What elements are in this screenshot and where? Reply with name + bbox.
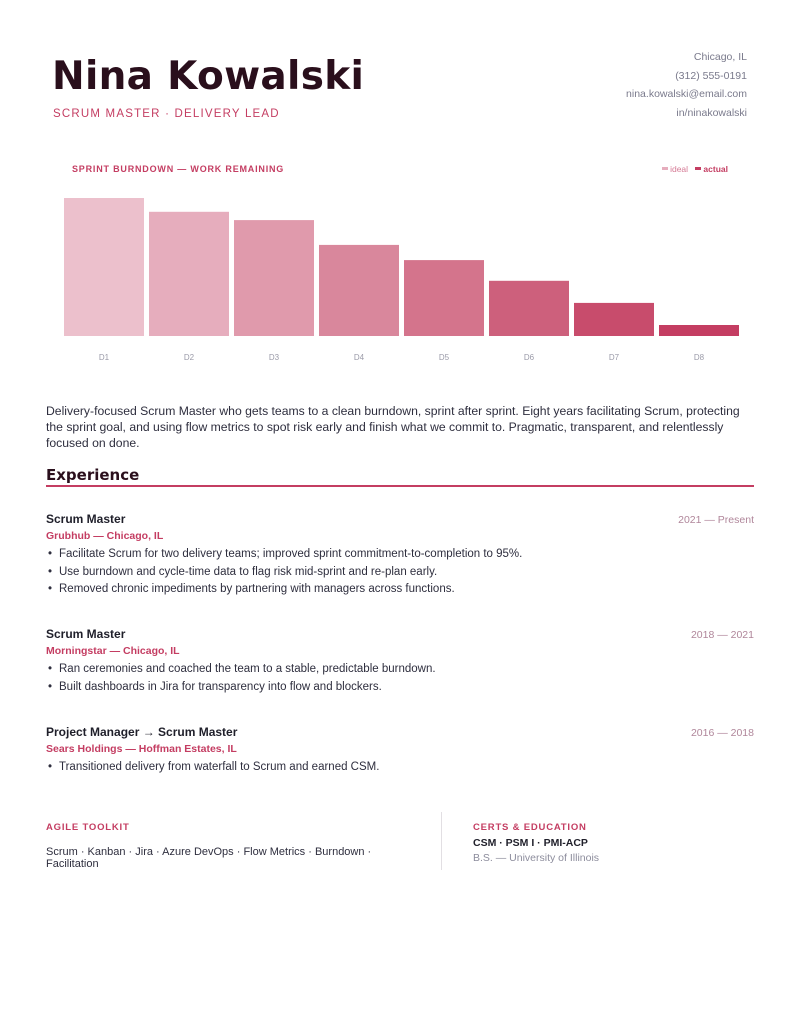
toolkit-section bbox=[46, 822, 426, 870]
contact-linkedin[interactable]: in/ninakowalski bbox=[676, 106, 747, 119]
bottom-divider bbox=[441, 812, 442, 870]
job-org: Grubhub — Chicago, IL bbox=[46, 530, 164, 542]
chart-legend bbox=[657, 162, 728, 174]
job-bullet: • Built dashboards in Jira for transparency into flow and blockers. bbox=[46, 679, 754, 697]
certs-section bbox=[473, 822, 753, 864]
candidate-name: Nina Kowalski bbox=[52, 54, 365, 99]
job-bullet: • Ran ceremonies and coached the team to a stable, predictable burndown. bbox=[46, 661, 754, 679]
job-dates: 2021 — Present bbox=[678, 514, 754, 526]
chart-tick-label: D7 bbox=[608, 353, 620, 362]
chart-tick-label: D3 bbox=[268, 353, 280, 362]
job-bullets bbox=[46, 661, 754, 696]
chart-tick-label: D2 bbox=[183, 353, 195, 362]
chart-bar bbox=[149, 212, 229, 336]
chart-tick-label: D6 bbox=[523, 353, 535, 362]
section-title-experience: Experience bbox=[46, 466, 140, 484]
chart-bar bbox=[574, 303, 654, 336]
job-dates: 2018 — 2021 bbox=[690, 629, 754, 641]
chart-tick-label: D4 bbox=[353, 353, 365, 362]
job-title: Project Manager → Scrum Master bbox=[46, 725, 238, 739]
job-bullets bbox=[46, 759, 754, 777]
job-org: Sears Holdings — Hoffman Estates, IL bbox=[46, 743, 237, 755]
legend-actual-label: actual bbox=[703, 163, 728, 174]
education: B.S. — University of Illinois bbox=[473, 852, 600, 864]
job-entry bbox=[46, 725, 754, 777]
job-org: Morningstar — Chicago, IL bbox=[46, 645, 180, 657]
burndown-chart bbox=[62, 158, 748, 368]
toolkit-heading: AGILE TOOLKIT bbox=[46, 822, 130, 833]
certs-list: CSM · PSM I · PMI-ACP bbox=[473, 837, 588, 849]
certs-heading: CERTS & EDUCATION bbox=[473, 822, 587, 833]
legend-actual-swatch bbox=[695, 167, 701, 170]
job-bullet: • Removed chronic impediments by partnering with managers across functions. bbox=[46, 581, 754, 599]
job-bullet: • Use burndown and cycle-time data to flag risk mid-sprint and re-plan early. bbox=[46, 564, 754, 582]
job-title: Scrum Master bbox=[46, 627, 126, 641]
summary: Delivery-focused Scrum Master who gets teams to a clean burndown, sprint after sprint. Eight years facilitating Scrum, protecting the sprint goal, and using flow metrics to spot risk early and finish what we commit to. Pragmatic, transparent, and relentlessly focused on done. bbox=[46, 404, 740, 450]
legend-ideal-swatch bbox=[662, 167, 668, 170]
toolkit-list: Scrum · Kanban · Jira · Azure DevOps · Flow Metrics · Burndown · Facilitation bbox=[46, 846, 372, 870]
job-entry bbox=[46, 512, 754, 599]
chart-bar bbox=[234, 220, 314, 336]
candidate-role: SCRUM MASTER · DELIVERY LEAD bbox=[53, 108, 280, 120]
job-bullet: • Transitioned delivery from waterfall to Scrum and earned CSM. bbox=[46, 759, 754, 777]
legend-ideal-label: ideal bbox=[670, 163, 689, 174]
contact-block bbox=[626, 48, 747, 122]
chart-title: SPRINT BURNDOWN — WORK REMAINING bbox=[72, 164, 285, 174]
section-rule bbox=[46, 485, 754, 487]
contact-email[interactable]: nina.kowalski@email.com bbox=[626, 88, 747, 100]
job-bullets bbox=[46, 546, 754, 599]
burndown-chart-svg bbox=[62, 158, 748, 368]
job-entry bbox=[46, 627, 754, 696]
chart-tick-label: D5 bbox=[438, 353, 450, 362]
chart-tick-label: D1 bbox=[98, 353, 110, 362]
chart-bar bbox=[404, 260, 484, 336]
job-title: Scrum Master bbox=[46, 512, 126, 526]
legend-ideal bbox=[662, 164, 688, 174]
legend-actual bbox=[695, 164, 728, 174]
job-dates: 2016 — 2018 bbox=[690, 727, 754, 739]
contact-location: Chicago, IL bbox=[693, 51, 747, 63]
job-bullet: • Facilitate Scrum for two delivery teams; improved sprint commitment-to-completion to 95%. bbox=[46, 546, 754, 564]
contact-phone: (312) 555-0191 bbox=[675, 69, 747, 82]
chart-bar bbox=[64, 198, 144, 336]
chart-bar bbox=[319, 245, 399, 336]
chart-tick-label: D8 bbox=[693, 353, 705, 362]
chart-bar bbox=[659, 325, 739, 336]
chart-bar bbox=[489, 281, 569, 336]
